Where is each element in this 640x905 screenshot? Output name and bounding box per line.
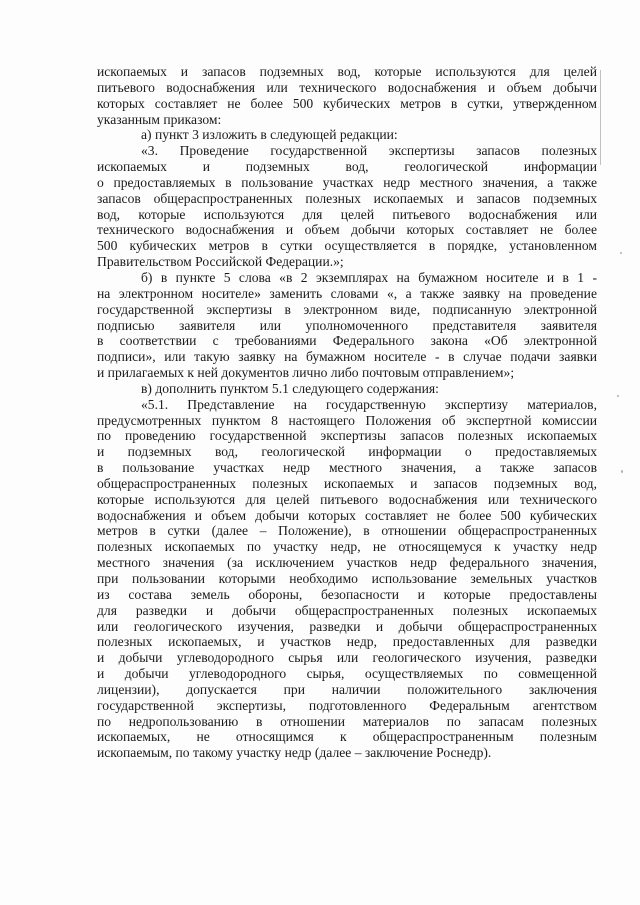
text-line: Правительством Российской Федерации.»; xyxy=(97,254,344,270)
text-line: 500 кубических метров в сутки осуществляется в порядке, установленном xyxy=(97,238,597,254)
text-line: а) пункт 3 изложить в следующей редакции: xyxy=(141,127,398,143)
text-line: питьевого водоснабжения или технического водоснабжения и объем добычи xyxy=(97,79,597,95)
text-line: ископаемым, по такому участку недр (далее – заключение Роснедр). xyxy=(97,745,492,761)
text-line: полезных ископаемых, и участков недр, предоставленных для разведки xyxy=(97,634,597,650)
text-line: метров в сутки (далее – Положение), в отношении общераспространенных xyxy=(97,523,597,539)
scan-artifact-dot xyxy=(617,395,619,397)
text-line: лицензии), допускается при наличии положительного заключения xyxy=(97,681,597,697)
text-line: по недропользованию в отношении материалов по запасам полезных xyxy=(97,713,597,729)
text-line: подписью заявителя или уполномоченного представителя заявителя xyxy=(97,317,597,333)
text-line: для разведки и добычи общераспространенных полезных ископаемых xyxy=(97,602,597,618)
text-line: государственной экспертизы, подготовленного Федеральным агентством xyxy=(97,697,597,713)
text-line: запасов общераспространенных полезных ископаемых и запасов подземных xyxy=(97,190,597,206)
text-line: местного значения (за исключением участков недр федерального значения, xyxy=(97,555,597,571)
text-line: по проведению государственной экспертизы запасов полезных ископаемых xyxy=(97,428,597,444)
text-line: и добычи углеводородного сырья, осуществляемых по совмещенной xyxy=(97,666,597,682)
text-line: «3. Проведение государственной экспертизы запасов полезных xyxy=(141,143,597,159)
text-line: ископаемых и запасов подземных вод, которые используются для целей xyxy=(97,64,597,79)
text-line: ископаемых и подземных вод, геологической информации xyxy=(97,159,597,175)
text-line: которых составляет не более 500 кубических метров в сутки, утвержденном xyxy=(97,95,597,111)
scan-artifact-line xyxy=(600,70,601,165)
text-line: ископаемых, не относящимся к общераспространенным полезным xyxy=(97,729,597,745)
text-line: технического водоснабжения и объем добычи которых составляет не более xyxy=(97,222,597,238)
text-line: б) в пункте 5 слова «в 2 экземплярах на бумажном носителе и в 1 - xyxy=(141,269,597,285)
text-line: и добычи углеводородного сырья или геологического изучения, разведки xyxy=(97,650,597,666)
text-line: в) дополнить пунктом 5.1 следующего содержания: xyxy=(141,380,439,396)
text-line: на электронном носителе» заменить словами «, а также заявку на проведение xyxy=(97,285,597,301)
text-line: которые используются для целей питьевого водоснабжения или технического xyxy=(97,491,597,507)
text-line: в пользование участках недр местного значения, а также запасов xyxy=(97,460,597,476)
document-body xyxy=(97,64,597,761)
text-line: подписи», или такую заявку на бумажном носителе - в случае подачи заявки xyxy=(97,349,597,365)
scan-artifact-dot xyxy=(620,252,622,254)
text-line: «5.1. Представление на государственную экспертизу материалов, xyxy=(141,396,597,412)
scan-artifact-dot xyxy=(621,470,623,473)
text-line: при пользовании которыми необходимо использование земельных участков xyxy=(97,571,597,586)
text-line: в соответствии с требованиями Федерального закона «Об электронной xyxy=(97,333,597,349)
text-line: из состава земель обороны, безопасности и которые предоставлены xyxy=(97,586,597,602)
text-line: предусмотренных пунктом 8 настоящего Положения об экспертной комиссии xyxy=(97,412,597,428)
text-line: и прилагаемых к ней документов лично либо почтовым отправлением»; xyxy=(97,365,515,381)
text-line: полезных ископаемых по участку недр, не относящемуся к участку недр xyxy=(97,539,597,555)
text-line: водоснабжения и объем добычи которых составляет не более 500 кубических xyxy=(97,507,597,523)
text-line: указанным приказом: xyxy=(97,111,222,127)
text-line: вод, которые используются для целей питьевого водоснабжения или xyxy=(97,206,597,222)
text-line: государственной экспертизы в электронном виде, подписанную электронной xyxy=(97,301,597,317)
text-line: или геологического изучения, разведки и добычи общераспространенных xyxy=(97,618,597,634)
text-line: общераспространенных полезных ископаемых и запасов подземных вод, xyxy=(97,475,597,491)
text-line: о предоставляемых в пользование участках недр местного значения, а также xyxy=(97,174,597,190)
text-line: и подземных вод, геологической информации о предоставляемых xyxy=(97,444,597,460)
